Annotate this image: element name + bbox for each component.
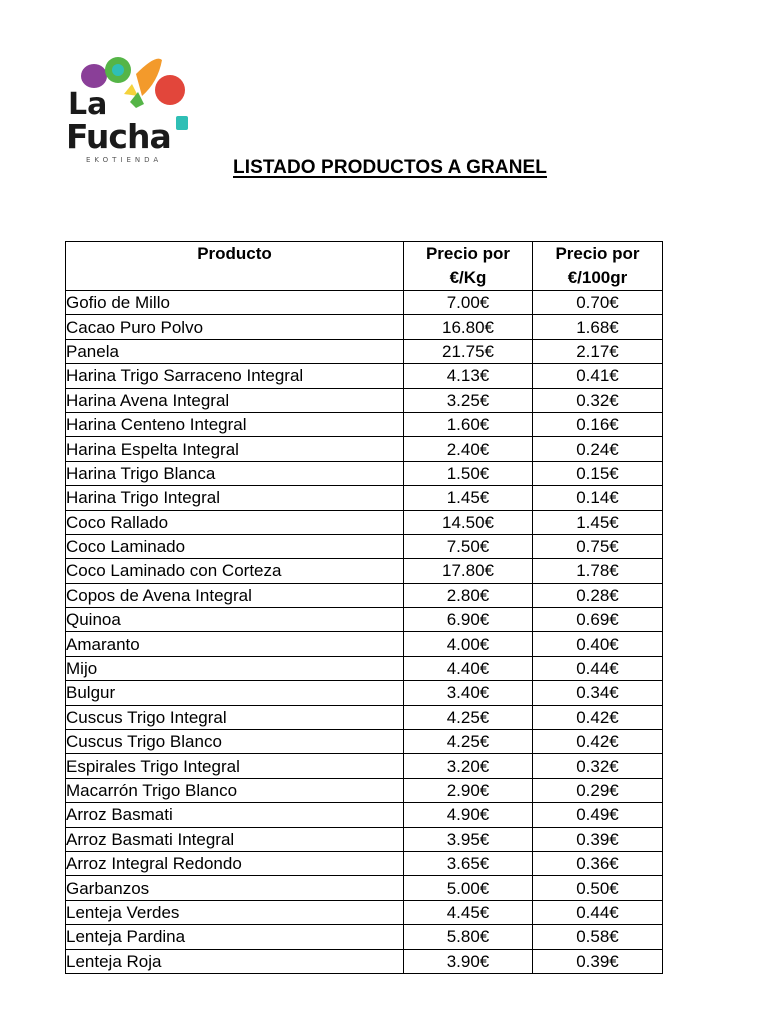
column-header-price-100g-line2: €/100gr [567,268,628,287]
product-name-cell: Amaranto [66,632,404,656]
price-per-kg-cell: 3.90€ [404,949,533,973]
price-per-100g-cell: 0.41€ [533,364,663,388]
price-per-kg-cell: 21.75€ [404,339,533,363]
table-row [66,559,663,583]
price-per-100g-cell: 0.42€ [533,730,663,754]
logo-subtitle: EKOTIENDA [86,156,163,164]
price-per-100g-cell: 0.16€ [533,412,663,436]
table-row [66,315,663,339]
price-per-100g-cell: 0.69€ [533,608,663,632]
price-per-kg-cell: 4.00€ [404,632,533,656]
price-per-kg-cell: 4.40€ [404,656,533,680]
price-per-kg-cell: 2.80€ [404,583,533,607]
price-per-100g-cell: 1.78€ [533,559,663,583]
logo-text-fucha: Fucha [66,117,171,156]
column-header-product [66,242,404,291]
table-row [66,364,663,388]
product-name-cell: Garbanzos [66,876,404,900]
yellow-leaf-shape [124,84,138,96]
price-per-kg-cell: 4.25€ [404,705,533,729]
price-per-kg-cell: 17.80€ [404,559,533,583]
product-name-cell: Quinoa [66,608,404,632]
table-header-row [66,242,663,291]
price-per-100g-cell: 0.75€ [533,534,663,558]
price-per-kg-cell: 4.45€ [404,900,533,924]
product-name-cell: Lenteja Pardina [66,925,404,949]
price-per-100g-cell: 0.44€ [533,656,663,680]
product-name-cell: Espirales Trigo Integral [66,754,404,778]
tomato-shape [155,75,185,105]
price-per-kg-cell: 3.25€ [404,388,533,412]
price-per-kg-cell: 4.13€ [404,364,533,388]
table-row [66,437,663,461]
price-per-kg-cell: 3.95€ [404,827,533,851]
product-name-cell: Cuscus Trigo Blanco [66,730,404,754]
price-per-100g-cell: 2.17€ [533,339,663,363]
price-per-kg-cell: 16.80€ [404,315,533,339]
price-per-100g-cell: 0.32€ [533,388,663,412]
price-per-100g-cell: 0.44€ [533,900,663,924]
column-header-price-kg-line1: Precio por [425,244,511,263]
page-title: LISTADO PRODUCTOS A GRANEL [233,157,547,178]
product-name-cell: Lenteja Verdes [66,900,404,924]
price-per-100g-cell: 1.45€ [533,510,663,534]
table-row [66,510,663,534]
product-name-cell: Bulgur [66,681,404,705]
price-per-kg-cell: 1.45€ [404,486,533,510]
product-name-cell: Harina Avena Integral [66,388,404,412]
price-per-kg-cell: 6.90€ [404,608,533,632]
product-name-cell: Coco Laminado [66,534,404,558]
product-name-cell: Cacao Puro Polvo [66,315,404,339]
price-per-100g-cell: 0.14€ [533,486,663,510]
table-row [66,291,663,315]
price-per-100g-cell: 0.32€ [533,754,663,778]
price-per-kg-cell: 5.80€ [404,925,533,949]
table-row [66,705,663,729]
table-row [66,486,663,510]
product-name-cell: Harina Trigo Blanca [66,461,404,485]
table-row [66,827,663,851]
table-row [66,876,663,900]
price-per-100g-cell: 0.39€ [533,949,663,973]
product-name-cell: Harina Trigo Integral [66,486,404,510]
price-per-100g-cell: 0.36€ [533,851,663,875]
table-row [66,730,663,754]
product-name-cell: Gofio de Millo [66,291,404,315]
table-row [66,534,663,558]
price-per-100g-cell: 0.24€ [533,437,663,461]
price-per-kg-cell: 1.50€ [404,461,533,485]
table-row [66,803,663,827]
table-row [66,900,663,924]
price-per-100g-cell: 0.29€ [533,778,663,802]
table-row [66,412,663,436]
product-name-cell: Harina Centeno Integral [66,412,404,436]
price-per-100g-cell: 0.42€ [533,705,663,729]
table-row [66,583,663,607]
price-per-100g-cell: 0.28€ [533,583,663,607]
product-name-cell: Coco Laminado con Corteza [66,559,404,583]
table-row [66,632,663,656]
price-per-100g-cell: 0.49€ [533,803,663,827]
price-per-kg-cell: 7.00€ [404,291,533,315]
price-per-100g-cell: 0.70€ [533,291,663,315]
product-rows [66,291,663,974]
product-name-cell: Macarrón Trigo Blanco [66,778,404,802]
price-per-100g-cell: 0.39€ [533,827,663,851]
column-header-product-label: Producto [197,244,272,263]
table-row [66,656,663,680]
price-per-100g-cell: 1.68€ [533,315,663,339]
products-table [65,241,663,974]
teal-fruit-center [112,64,124,76]
table-row [66,754,663,778]
column-header-price-100g [533,242,663,291]
table-row [66,388,663,412]
price-per-kg-cell: 7.50€ [404,534,533,558]
price-per-kg-cell: 3.65€ [404,851,533,875]
price-per-kg-cell: 3.40€ [404,681,533,705]
purple-fruit-shape [81,64,107,88]
product-name-cell: Arroz Integral Redondo [66,851,404,875]
price-per-100g-cell: 0.58€ [533,925,663,949]
table-row [66,949,663,973]
price-per-100g-cell: 0.15€ [533,461,663,485]
price-per-100g-cell: 0.34€ [533,681,663,705]
product-name-cell: Copos de Avena Integral [66,583,404,607]
price-per-kg-cell: 3.20€ [404,754,533,778]
price-per-kg-cell: 14.50€ [404,510,533,534]
price-per-kg-cell: 4.25€ [404,730,533,754]
product-name-cell: Harina Trigo Sarraceno Integral [66,364,404,388]
column-header-price-100g-line1: Precio por [555,244,640,263]
teal-block-shape [176,116,188,130]
table-row [66,778,663,802]
table-row [66,681,663,705]
price-per-kg-cell: 1.60€ [404,412,533,436]
product-name-cell: Lenteja Roja [66,949,404,973]
table-row [66,461,663,485]
column-header-price-kg-line2: €/Kg [449,268,487,287]
product-name-cell: Cuscus Trigo Integral [66,705,404,729]
table-row [66,339,663,363]
product-name-cell: Mijo [66,656,404,680]
product-name-cell: Panela [66,339,404,363]
price-per-100g-cell: 0.50€ [533,876,663,900]
table-row [66,851,663,875]
table-row [66,608,663,632]
price-per-kg-cell: 2.90€ [404,778,533,802]
logo-text-la: La [68,87,108,122]
product-name-cell: Coco Rallado [66,510,404,534]
price-per-100g-cell: 0.40€ [533,632,663,656]
table-row [66,925,663,949]
product-name-cell: Arroz Basmati [66,803,404,827]
product-name-cell: Arroz Basmati Integral [66,827,404,851]
price-per-kg-cell: 5.00€ [404,876,533,900]
column-header-price-kg [404,242,533,291]
product-name-cell: Harina Espelta Integral [66,437,404,461]
price-per-kg-cell: 2.40€ [404,437,533,461]
price-per-kg-cell: 4.90€ [404,803,533,827]
